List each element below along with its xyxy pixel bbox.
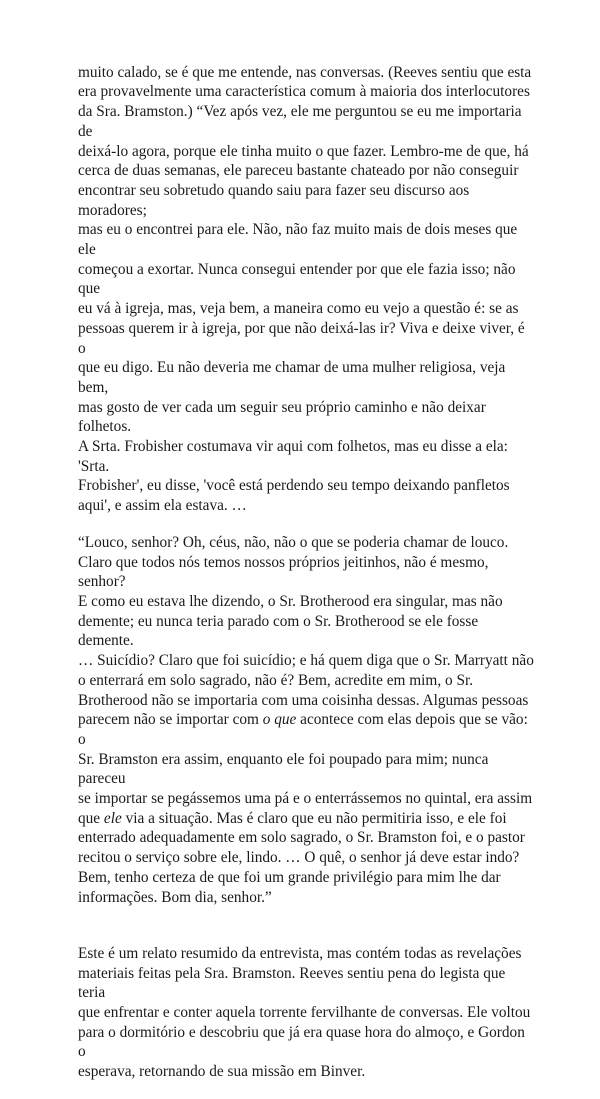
paragraph-2: [78, 533, 536, 907]
paragraph-2-emphasis-o-que: o que: [262, 711, 297, 729]
paragraph-1-text: muito calado, se é que me entende, nas conversas. (Reeves sentiu que esta era provavelmente uma característica comum à maioria dos interlocutores da Sra. Bramston.) “Vez após vez, ele me perguntou se eu me importaria de deixá-lo agora, porque ele tinha muito o que fazer. Lembro-me de que, há cerca de duas semanas, ele pareceu bastante chateado por não conseguir encontrar seu sobretudo quando saiu para fazer seu discurso aos moradores; mas eu o encontrei para ele. Não, não faz muito mais de dois meses que ele começou a exortar. Nunca consegui entender por que ele fazia isso; não que eu vá à igreja, mas, veja bem, a maneira como eu vejo a questão é: se as pessoas querem ir à igreja, por que não deixá-las ir? Viva e deixe viver, é o que eu digo. Eu não deveria me chamar de uma mulher religiosa, veja bem, mas gosto de ver cada um seguir seu próprio caminho e não deixar folhetos. A Srta. Frobisher costumava vir aqui com folhetos, mas eu disse a ela: 'Srta. Frobisher', eu disse, 'você está perdendo seu tempo deixando panfletos aqui', e assim ela estava. …: [78, 63, 532, 515]
paragraph-2-text-b: acontece com elas depois que se vão: o Sr. Bramston era assim, enquanto ele foi poupado para mim; nunca pareceu se importar se pegássemos uma pá e o enterrássemos no quintal, era assim que: [78, 711, 533, 827]
paragraph-2-text-c: via a situação. Mas é claro que eu não permitiria isso, e ele foi enterrado adequadamente em solo sagrado, o Sr. Bramston foi, e o pastor recitou o serviço sobre ele, lindo. … O quê, o senhor já deve estar indo? Bem, tenho certeza de que foi um grande privilégio para mim lhe dar informações. Bom dia, senhor.”: [78, 809, 525, 906]
paragraph-2-text-a: “Louco, senhor? Oh, céus, não, não o que se poderia chamar de louco. Claro que todos nós temos nossos próprios jeitinhos, não é mesmo, senhor? E como eu estava lhe dizendo, o Sr. Brotherood era singular, mas não demente; eu nunca teria parado com o Sr. Brotherood se ele fosse demente. … Suicídio? Claro que foi suicídio; e há quem diga que o Sr. Marryatt não o enterrará em solo sagrado, não é? Bem, acredite em mim, o Sr. Brotherood não se importaria com uma coisinha dessas. Algumas pessoas parecem não se importar com: [78, 533, 534, 729]
paragraph-3: [78, 924, 536, 1082]
paragraph-1: [78, 43, 536, 516]
paragraph-3-text: Este é um relato resumido da entrevista, mas contém todas as revelações materiais feitas pela Sra. Bramston. Reeves sentiu pena do legista que teria que enfrentar e conter aquela torrente fervilhante de conversas. Ele voltou para o dormitório e descobriu que já era quase hora do almoço, e Gordon o esperava, retornando de sua missão em Binver.: [78, 944, 531, 1081]
document-page: [78, 43, 536, 1099]
paragraph-2-emphasis-ele: ele: [103, 809, 122, 827]
